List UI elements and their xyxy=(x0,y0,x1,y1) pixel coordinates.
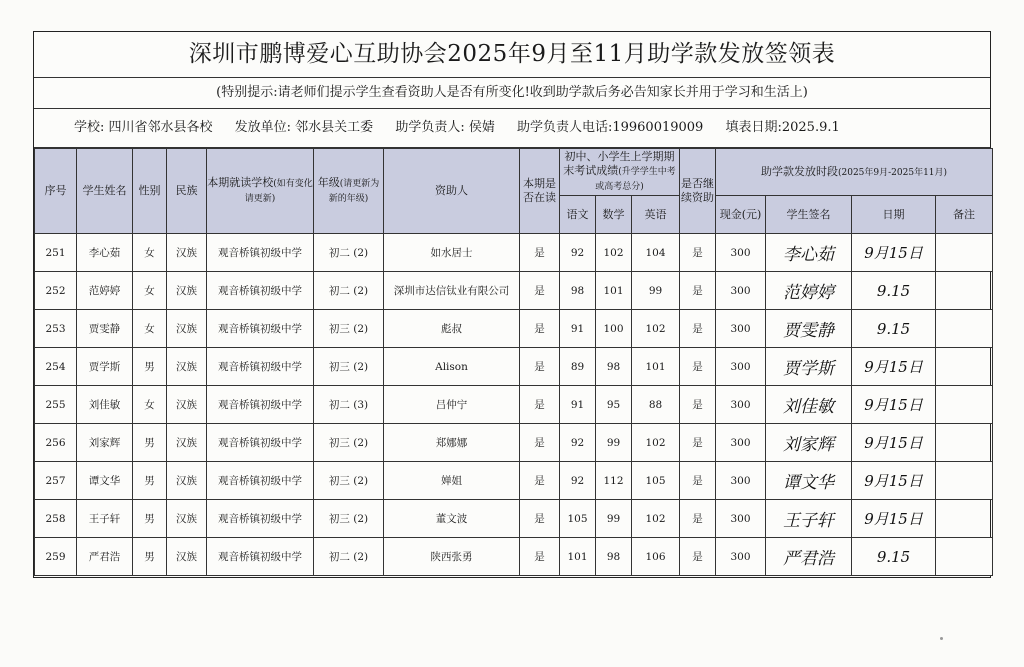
cell-seq: 254 xyxy=(35,348,77,386)
cell-grade: 初二 (3) xyxy=(314,386,384,424)
cell-name: 王子轩 xyxy=(77,500,133,538)
cell-name: 刘家辉 xyxy=(77,424,133,462)
table-row xyxy=(35,272,993,310)
cell-ethnic: 汉族 xyxy=(167,462,207,500)
cell-cash: 300 xyxy=(716,310,766,348)
header-scores xyxy=(560,149,680,196)
cell-math: 112 xyxy=(596,462,632,500)
cell-date: 9月15日 xyxy=(852,462,936,500)
cell-ethnic: 汉族 xyxy=(167,500,207,538)
cell-seq: 251 xyxy=(35,234,77,272)
cell-enrolled: 是 xyxy=(520,310,560,348)
cell-school: 观音桥镇初级中学 xyxy=(207,348,314,386)
cell-cash: 300 xyxy=(716,462,766,500)
cell-signature: 李心茹 xyxy=(766,234,852,272)
cell-math: 99 xyxy=(596,500,632,538)
cell-enrolled: 是 xyxy=(520,386,560,424)
cell-grade: 初三 (2) xyxy=(314,348,384,386)
cell-cash: 300 xyxy=(716,424,766,462)
cell-school: 观音桥镇初级中学 xyxy=(207,272,314,310)
cell-chinese: 92 xyxy=(560,234,596,272)
cell-ethnic: 汉族 xyxy=(167,348,207,386)
table-row xyxy=(35,462,993,500)
cell-signature: 贾学斯 xyxy=(766,348,852,386)
cell-grade: 初三 (2) xyxy=(314,500,384,538)
cell-sponsor: 婵姐 xyxy=(384,462,520,500)
header-ethnic: 民族 xyxy=(167,149,207,234)
cell-school: 观音桥镇初级中学 xyxy=(207,424,314,462)
cell-signature: 刘佳敏 xyxy=(766,386,852,424)
cell-date: 9月15日 xyxy=(852,348,936,386)
cell-enrolled: 是 xyxy=(520,234,560,272)
cell-seq: 257 xyxy=(35,462,77,500)
header-remark: 备注 xyxy=(936,196,993,234)
header-grade xyxy=(314,149,384,234)
cell-continue: 是 xyxy=(680,348,716,386)
header-seq: 序号 xyxy=(35,149,77,234)
cell-english: 102 xyxy=(632,310,680,348)
special-notice: (特别提示:请老师们提示学生查看资助人是否有所变化!收到助学款后务必告知家长并用于学习和生活上) xyxy=(34,78,990,109)
cell-cash: 300 xyxy=(716,500,766,538)
cell-english: 101 xyxy=(632,348,680,386)
cell-date: 9.15 xyxy=(852,538,936,576)
cell-date: 9月15日 xyxy=(852,424,936,462)
cell-cash: 300 xyxy=(716,348,766,386)
cell-continue: 是 xyxy=(680,500,716,538)
cell-grade: 初二 (2) xyxy=(314,234,384,272)
cell-grade: 初二 (2) xyxy=(314,272,384,310)
cell-sponsor: 深圳市达信钛业有限公司 xyxy=(384,272,520,310)
cell-english: 88 xyxy=(632,386,680,424)
cell-cash: 300 xyxy=(716,538,766,576)
cell-grade: 初三 (2) xyxy=(314,462,384,500)
cell-grade: 初三 (2) xyxy=(314,310,384,348)
cell-continue: 是 xyxy=(680,424,716,462)
cell-continue: 是 xyxy=(680,462,716,500)
cell-sponsor: 董文波 xyxy=(384,500,520,538)
cell-date: 9月15日 xyxy=(852,500,936,538)
cell-gender: 女 xyxy=(133,386,167,424)
cell-signature: 范婷婷 xyxy=(766,272,852,310)
info-fill-date: 填表日期:2025.9.1 xyxy=(725,120,840,135)
cell-date: 9.15 xyxy=(852,272,936,310)
cell-math: 102 xyxy=(596,234,632,272)
table-row xyxy=(35,538,993,576)
header-signature: 学生签名 xyxy=(766,196,852,234)
cell-name: 范婷婷 xyxy=(77,272,133,310)
cell-continue: 是 xyxy=(680,272,716,310)
cell-chinese: 89 xyxy=(560,348,596,386)
cell-math: 95 xyxy=(596,386,632,424)
cell-remark xyxy=(936,424,993,462)
cell-chinese: 92 xyxy=(560,424,596,462)
header-gender: 性别 xyxy=(133,149,167,234)
header-sponsor: 资助人 xyxy=(384,149,520,234)
table-row xyxy=(35,424,993,462)
cell-gender: 女 xyxy=(133,234,167,272)
cell-ethnic: 汉族 xyxy=(167,424,207,462)
header-school-label: 本期就读学校 xyxy=(207,176,274,189)
header-grade-note: (请更新为新的年级) xyxy=(328,179,380,204)
cell-remark xyxy=(936,272,993,310)
cell-school: 观音桥镇初级中学 xyxy=(207,462,314,500)
cell-sponsor: 彪叔 xyxy=(384,310,520,348)
cell-gender: 男 xyxy=(133,348,167,386)
cell-chinese: 98 xyxy=(560,272,596,310)
cell-seq: 258 xyxy=(35,500,77,538)
header-math: 数学 xyxy=(596,196,632,234)
cell-math: 98 xyxy=(596,538,632,576)
cell-remark xyxy=(936,538,993,576)
cell-school: 观音桥镇初级中学 xyxy=(207,500,314,538)
header-scores-label: 初中、小学生上学期期末考试成绩 xyxy=(563,150,675,177)
cell-name: 李心茹 xyxy=(77,234,133,272)
cell-school: 观音桥镇初级中学 xyxy=(207,310,314,348)
cell-chinese: 92 xyxy=(560,462,596,500)
cell-signature: 贾雯静 xyxy=(766,310,852,348)
header-name: 学生姓名 xyxy=(77,149,133,234)
cell-chinese: 91 xyxy=(560,310,596,348)
cell-remark xyxy=(936,310,993,348)
header-chinese: 语文 xyxy=(560,196,596,234)
cell-sponsor: 吕仲宁 xyxy=(384,386,520,424)
cell-seq: 253 xyxy=(35,310,77,348)
cell-gender: 男 xyxy=(133,538,167,576)
cell-name: 刘佳敏 xyxy=(77,386,133,424)
header-continue: 是否继续资助 xyxy=(680,149,716,234)
cell-cash: 300 xyxy=(716,386,766,424)
cell-math: 98 xyxy=(596,348,632,386)
cell-english: 102 xyxy=(632,500,680,538)
header-period xyxy=(716,149,993,196)
cell-cash: 300 xyxy=(716,272,766,310)
cell-ethnic: 汉族 xyxy=(167,272,207,310)
cell-remark xyxy=(936,386,993,424)
form-title: 深圳市鹏博爱心互助协会2025年9月至11月助学款发放签领表 xyxy=(34,32,990,78)
info-manager: 助学负责人: 侯婧 xyxy=(395,120,495,135)
cell-signature: 严君浩 xyxy=(766,538,852,576)
cell-seq: 255 xyxy=(35,386,77,424)
header-scores-note: (升学学生中考或高考总分) xyxy=(595,167,676,192)
cell-ethnic: 汉族 xyxy=(167,386,207,424)
cell-continue: 是 xyxy=(680,538,716,576)
cell-math: 101 xyxy=(596,272,632,310)
cell-cash: 300 xyxy=(716,234,766,272)
cell-math: 100 xyxy=(596,310,632,348)
cell-enrolled: 是 xyxy=(520,348,560,386)
info-school: 学校: 四川省邻水县各校 xyxy=(74,120,213,135)
cell-name: 贾学斯 xyxy=(77,348,133,386)
cell-chinese: 105 xyxy=(560,500,596,538)
header-school-note: (如有变化请更新) xyxy=(244,179,313,204)
cell-sponsor: 郑娜娜 xyxy=(384,424,520,462)
cell-signature: 王子轩 xyxy=(766,500,852,538)
cell-name: 谭文华 xyxy=(77,462,133,500)
cell-gender: 男 xyxy=(133,424,167,462)
cell-grade: 初二 (2) xyxy=(314,538,384,576)
cell-chinese: 91 xyxy=(560,386,596,424)
table-row xyxy=(35,386,993,424)
header-enrolled: 本期是否在读 xyxy=(520,149,560,234)
cell-english: 99 xyxy=(632,272,680,310)
cell-date: 9月15日 xyxy=(852,234,936,272)
cell-enrolled: 是 xyxy=(520,462,560,500)
cell-grade: 初三 (2) xyxy=(314,424,384,462)
cell-school: 观音桥镇初级中学 xyxy=(207,234,314,272)
cell-gender: 男 xyxy=(133,500,167,538)
cell-english: 105 xyxy=(632,462,680,500)
cell-school: 观音桥镇初级中学 xyxy=(207,386,314,424)
info-line xyxy=(34,109,990,148)
cell-name: 严君浩 xyxy=(77,538,133,576)
cell-continue: 是 xyxy=(680,386,716,424)
cell-signature: 谭文华 xyxy=(766,462,852,500)
cell-remark xyxy=(936,234,993,272)
cell-gender: 男 xyxy=(133,462,167,500)
header-school xyxy=(207,149,314,234)
cell-ethnic: 汉族 xyxy=(167,234,207,272)
cell-continue: 是 xyxy=(680,234,716,272)
table-row xyxy=(35,234,993,272)
cell-enrolled: 是 xyxy=(520,424,560,462)
cell-enrolled: 是 xyxy=(520,538,560,576)
header-english: 英语 xyxy=(632,196,680,234)
cell-chinese: 101 xyxy=(560,538,596,576)
cell-remark xyxy=(936,500,993,538)
form-sheet xyxy=(33,31,991,578)
cell-seq: 256 xyxy=(35,424,77,462)
cell-enrolled: 是 xyxy=(520,272,560,310)
cell-enrolled: 是 xyxy=(520,500,560,538)
cell-english: 106 xyxy=(632,538,680,576)
aid-table xyxy=(34,148,993,576)
cell-sponsor: 如水居士 xyxy=(384,234,520,272)
cell-name: 贾雯静 xyxy=(77,310,133,348)
cell-signature: 刘家辉 xyxy=(766,424,852,462)
cell-ethnic: 汉族 xyxy=(167,538,207,576)
cell-english: 102 xyxy=(632,424,680,462)
cell-math: 99 xyxy=(596,424,632,462)
table-row xyxy=(35,500,993,538)
cell-gender: 女 xyxy=(133,272,167,310)
table-row xyxy=(35,348,993,386)
cell-remark xyxy=(936,348,993,386)
cell-sponsor: 陕西张勇 xyxy=(384,538,520,576)
header-cash: 现金(元) xyxy=(716,196,766,234)
scan-speck xyxy=(940,637,943,640)
cell-seq: 252 xyxy=(35,272,77,310)
cell-sponsor: Alison xyxy=(384,348,520,386)
cell-english: 104 xyxy=(632,234,680,272)
cell-date: 9.15 xyxy=(852,310,936,348)
header-period-label: 助学款发放时段 xyxy=(760,164,838,178)
cell-date: 9月15日 xyxy=(852,386,936,424)
header-grade-label: 年级 xyxy=(317,176,340,189)
cell-gender: 女 xyxy=(133,310,167,348)
cell-seq: 259 xyxy=(35,538,77,576)
cell-remark xyxy=(936,462,993,500)
cell-ethnic: 汉族 xyxy=(167,310,207,348)
header-date: 日期 xyxy=(852,196,936,234)
info-phone: 助学负责人电话:19960019009 xyxy=(516,120,704,135)
cell-school: 观音桥镇初级中学 xyxy=(207,538,314,576)
table-row xyxy=(35,310,993,348)
header-period-note: (2025年9月-2025年11月) xyxy=(837,167,948,178)
info-unit: 发放单位: 邻水县关工委 xyxy=(234,120,374,135)
cell-continue: 是 xyxy=(680,310,716,348)
